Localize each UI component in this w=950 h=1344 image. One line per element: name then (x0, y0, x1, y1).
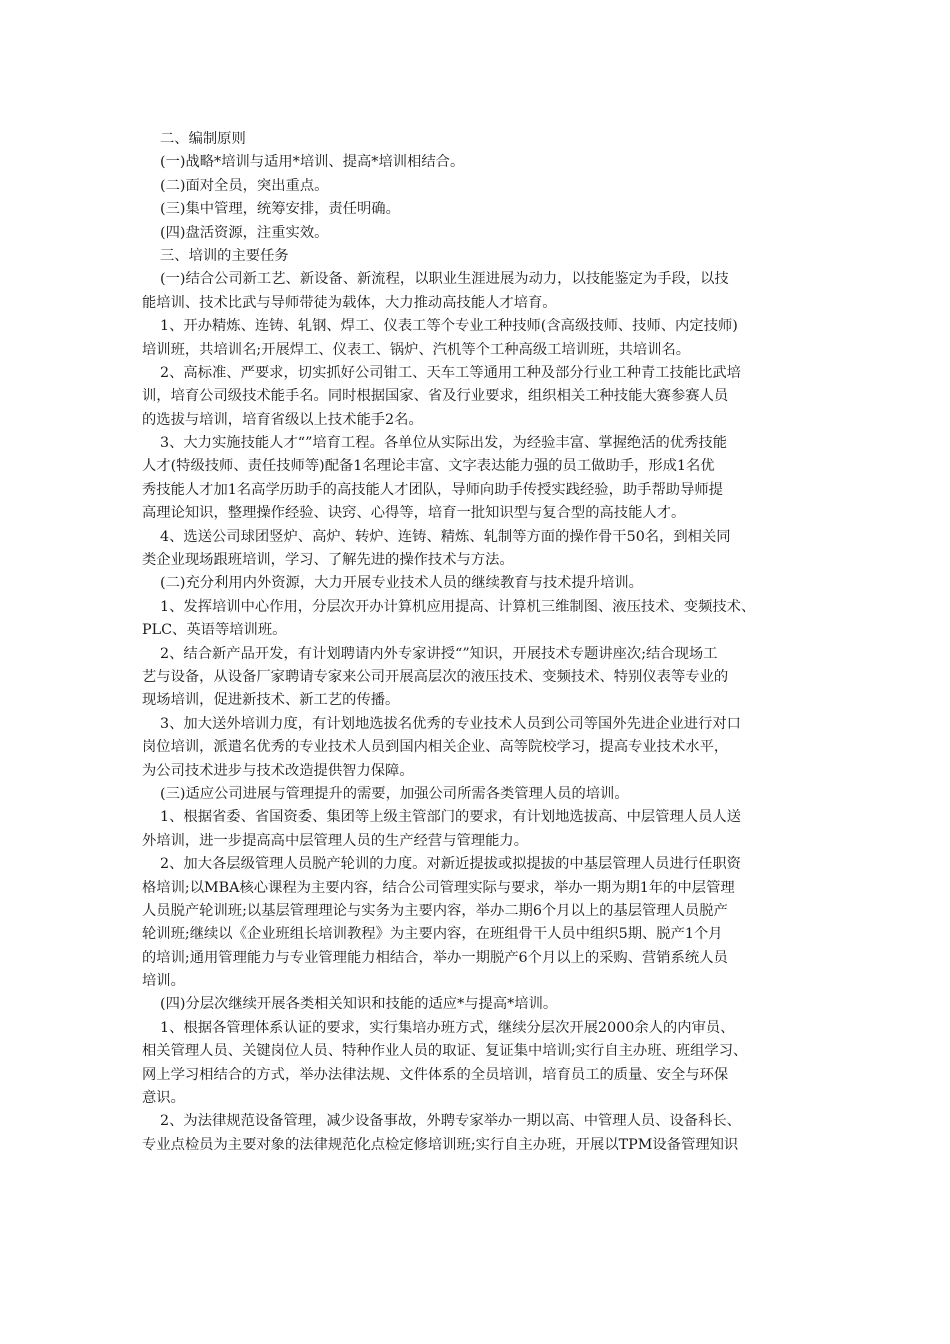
text-line: 网上学习相结合的方式，举办法律法规、文件体系的全员培训，培育员工的质量、安全与环保 (142, 1066, 729, 1083)
text-line: (四)分层次继续开展各类相关知识和技能的适应*与提高*培训。 (160, 996, 558, 1013)
text-line: 2、为法律规范设备管理，减少设备事故，外聘专家举办一期以高、中管理人员、设备科长、 (160, 1113, 741, 1130)
text-line: 二、编制原则 (160, 131, 246, 147)
text-line: 能培训、技术比武与导师带徒为载体，大力推动高技能人才培育。 (142, 294, 557, 311)
text-line: 3、大力实施技能人才“”培育工程。各单位从实际出发，为经验丰富、掌握绝活的优秀技能 (160, 435, 727, 452)
text-line: 为公司技术进步与技术改造提供智力保障。 (142, 762, 414, 779)
text-line: 相关管理人员、关键岗位人员、特种作业人员的取证、复证集中培训;实行自主办班、班组学习、 (142, 1043, 748, 1060)
text-line: 2、高标准、严要求，切实抓好公司钳工、天车工等通用工种及部分行业工种青工技能比武培 (160, 364, 741, 381)
text-line: (三)适应公司进展与管理提升的需要，加强公司所需各类管理人员的培训。 (160, 785, 629, 802)
text-line: 2、结合新产品开发，有计划聘请内外专家讲授“”知识，开展技术专题讲座次;结合现场工 (160, 645, 718, 662)
document-body (142, 128, 822, 1157)
text-line: 4、选送公司球团竖炉、高炉、转炉、连铸、精炼、轧制等方面的操作骨干50名，到相关同 (160, 528, 731, 545)
text-line: 训，培育公司级技术能手名。同时根据国家、省及行业要求，组织相关工种技能大赛参赛人员 (142, 388, 729, 405)
text-line: PLC、英语等培训班。 (142, 622, 287, 639)
text-line: 培训。 (142, 973, 185, 990)
text-line: 培训班，共培训名;开展焊工、仪表工、锅炉、汽机等个工种高级工培训班，共培训名。 (142, 341, 691, 358)
text-line: 秀技能人才加1名高学历助手的高技能人才团队，导师向助手传授实践经验，助手帮助导师提 (142, 481, 723, 498)
text-line: 1、开办精炼、连铸、轧钢、焊工、仪表工等个专业工种技师(含高级技师、技师、内定技师) (160, 318, 738, 335)
text-line: 1、发挥培训中心作用，分层次开办计算机应用提高、计算机三维制图、液压技术、变频技术、 (160, 598, 756, 615)
text-line: 的选拔与培训，培育省级以上技术能手2名。 (142, 411, 423, 428)
text-line: (一)战略*培训与适用*培训、提高*培训相结合。 (160, 154, 465, 171)
text-line: (二)面对全员，突出重点。 (160, 177, 329, 194)
text-line: 岗位培训，派遣名优秀的专业技术人员到国内相关企业、高等院校学习，提高专业技术水平， (142, 739, 729, 756)
text-line: 三、培训的主要任务 (160, 247, 289, 264)
text-line: 人员脱产轮训班;以基层管理理论与实务为主要内容，举办二期6个月以上的基层管理人员脱产 (142, 902, 728, 919)
text-line: 人才(特级技师、责任技师等)配备1名理论丰富、文字表达能力强的员工做助手，形成1名优 (142, 458, 715, 475)
text-line: (一)结合公司新工艺、新设备、新流程，以职业生涯进展为动力，以技能鉴定为手段，以技 (160, 271, 729, 288)
text-line: (四)盘活资源，注重实效。 (160, 224, 329, 241)
text-line: 现场培训，促进新技术、新工艺的传播。 (142, 692, 400, 709)
text-line: 格培训;以MBA核心课程为主要内容，结合公司管理实际与要求，举办一期为期1年的中层管理 (142, 879, 735, 896)
text-line: 专业点检员为主要对象的法律规范化点检定修培训班;实行自主办班，开展以TPM设备管理知识 (142, 1136, 739, 1153)
text-line: 2、加大各层级管理人员脱产轮训的力度。对新近提拔或拟提拔的中基层管理人员进行任职资 (160, 856, 741, 873)
text-line: 的培训;通用管理能力与专业管理能力相结合，举办一期脱产6个月以上的采购、营销系统人员 (142, 949, 728, 966)
text-line: (二)充分利用内外资源，大力开展专业技术人员的继续教育与技术提升培训。 (160, 575, 643, 592)
text-line: 外培训，进一步提高高中层管理人员的生产经营与管理能力。 (142, 832, 529, 849)
text-line: (三)集中管理，统筹安排，责任明确。 (160, 201, 400, 218)
text-line: 高理论知识，整理操作经验、诀窍、心得等，培育一批知识型与复合型的高技能人才。 (142, 505, 686, 522)
text-line: 3、加大送外培训力度，有计划地选拔名优秀的专业技术人员到公司等国外先进企业进行对口 (160, 715, 741, 732)
text-line: 类企业现场跟班培训，学习、了解先进的操作技术与方法。 (142, 552, 514, 569)
text-line: 1、根据各管理体系认证的要求，实行集培办班方式，继续分层次开展2000余人的内审员、 (160, 1019, 735, 1036)
text-line: 意识。 (142, 1090, 185, 1107)
text-line: 1、根据省委、省国资委、集团等上级主管部门的要求，有计划地选拔高、中层管理人员人送 (160, 809, 741, 826)
text-line: 轮训班;继续以《企业班组长培训教程》为主要内容，在班组骨干人员中组织5期、脱产1个月 (142, 926, 723, 943)
text-line: 艺与设备，从设备厂家聘请专家来公司开展高层次的液压技术、变频技术、特别仪表等专业的 (142, 668, 729, 685)
